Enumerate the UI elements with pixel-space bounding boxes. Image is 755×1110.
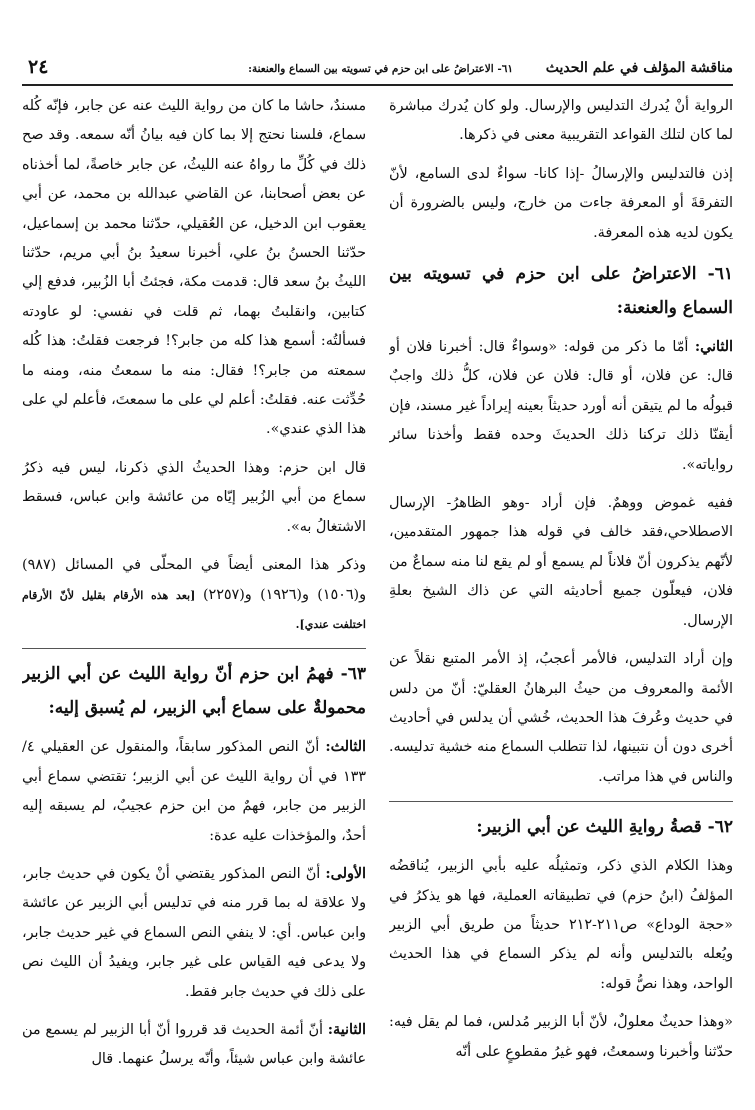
- paragraph: وإن أراد التدليس، فالأمر أعجبُ، إذ الأمر المتبع نقلاً عن الأئمة والمعروف من حيثُ البرهانُ العقليّ: أنّ من دلس في حديث وعُرفَ هذا الحديث، خُشي أن يدلس في أحاديث أخرى دون أن نتبينها، لذا تتطلب السماع منه خشية تدليسه. والناس في هذا مراتب.: [389, 651, 733, 785]
- paragraph: الرواية أنْ يُدرك التدليس والإرسال. ولو كان يُدرك مباشرة لما كان لتلك القواعد التقريبية معنى في ذكرها.: [389, 98, 733, 144]
- header-section-title: ٦١- الاعتراضُ على ابن حزم في تسويته بين السماع والعنعنة:: [248, 63, 513, 75]
- paragraph-text: أنّ النص المذكور سابقاً، والمنقول عن العقيلي ٤/ ١٣٣ في أن رواية الليث عن أبي الزبير؛ تقتضي سماع أبي الزبير من جابر، فهمٌ من ابن حزم عجيبٌ، لم يسبقه إليه أحدٌ، والمؤخذات عليه عدة:: [22, 739, 366, 844]
- running-header: [22, 58, 733, 86]
- paragraph: مسندٌ، حاشا ما كان من رواية الليث عنه عن جابر، فإنّه كُله سماع، فلسنا نحتج إلا بما كان فيه بيانُ أنّه سمعه. وقد صح ذلك في كُلِّ ما رواهُ عنه الليثُ، عن جابر خاصةً، لما أخذناه عن بعض أصحابنا، عن القاضي عبدالله بن محمد، عن أبي يعقوب ابن الدخيل، عن العُقيلي، حدّثنا محمد بن إسماعيل، حدّثنا الحسنُ بنُ علي، أخبرنا سعيدُ بنُ أبي مريم، حدّثنا الليثُ بنُ سعد قال: قدمت مكة، فجئتُ أبا الزُبير، فدفع إلي كتابين، وانقلبتُ بهما، ثم قلت في نفسي: لو عاودته فسألتُه: أسمع هذا كله من جابر؟! فرجعت فقلتُ: هذا كُله سمعته من جابر؟! فقال: منه ما سمعتُ منه، ومنه ما حُدِّثت عنه. فقلتُ: أعلم لي على ما سمعتَ، فأعلم لي على هذا الذي عندي».: [22, 98, 366, 438]
- section-divider: [22, 648, 366, 649]
- paragraph: وهذا الكلام الذي ذكر، وتمثيلُه عليه بأبي الزبير، يُناقضُه المؤلفُ (ابنُ حزم) في تطبيقاته العملية، فها هو يذكرُ في «حجة الوداع» ص٢١١-٢١٢ حديثاً من طريق أبي الزبير ويُعله بالتدليس وأنه لم يذكر السماع في هذا الحديث الواحد، وهذا نصُّ قوله:: [389, 858, 733, 992]
- point-label: الثاني:: [694, 339, 733, 356]
- section-heading-61: ٦١- الاعتراضُ على ابن حزم في تسويته بين السماع والعنعنة:: [389, 264, 733, 319]
- paragraph: إذن فالتدليس والإرسالُ -إذا كانا- سواءٌ لدى السامع، لأنّ التفرقةَ أو المعرفة جاءت من خارج، وليس بالضرورة أن يكون لديه هذه المعرفة.: [389, 165, 733, 241]
- point-label: الثانية:: [327, 1021, 366, 1038]
- section-heading-62: ٦٢- قصةُ روايةِ الليث عن أبي الزبير:: [476, 817, 733, 838]
- left-column: [22, 92, 366, 1090]
- section-heading-63: ٦٣- فهمُ ابن حزم أنّ رواية الليث عن أبي الزبير محمولةٌ على سماع أبي الزبير، لم يُسبق إليه:: [22, 664, 366, 719]
- header-book-title: مناقشة المؤلف في علم الحديث: [545, 60, 733, 76]
- paragraph-text: أمّا ما ذكر من قوله: «وسواءٌ قال: أخبرنا فلان أو قال: عن فلان، أو قال: فلان عن فلان، كلُّ ذلك واجبٌ قبولُه ما لم يتيقن أنه أورد حديثاً بعينه إيراداً غير مسند، فإن أيقنّا ذلك تركنا ذلك الحديثَ وحده فقط وأخذنا سائر رواياته».: [389, 339, 733, 473]
- paragraph-text: أنّ النص المذكور يقتضي أنْ يكون في حديث جابر، ولا علاقة له بما قرر منه في تدليس أبي الزبير عن عائشة وابن عباس. أي: لا ينفي النص السماع في غير حديث جابر، ولا يدعى فيه القياس على غير جابر، ويفيدُ أن الليث نص على ذلك في حديث جابر فقط.: [22, 865, 366, 1000]
- paragraph: قال ابن حزم: وهذا الحديثُ الذي ذكرنا، ليس فيه ذكرُ سماع من أبي الزُبير إيّاه من عائشة وابن عباس، فسقط الاشتغالُ به».: [22, 459, 366, 535]
- paragraph: [22, 1016, 366, 1075]
- point-label: الأولى:: [325, 865, 366, 882]
- paragraph: [22, 860, 366, 1007]
- paragraph: [389, 333, 733, 480]
- paragraph: «وهذا حديثٌ معلولٌ، لأنّ أبا الزبير مُدلس، فما لم يقل فيه: حدّثنا وأخبرنا وسمعتُ، فهو غيرُ مقطوعٍ على أنّه: [389, 1014, 733, 1060]
- editor-note: [بعد هذه الأرقام بقليل لأنّ الأرقام اختلفت عندي].: [22, 588, 366, 631]
- paragraph-text: أنّ أئمة الحديث قد قرروا أنّ أبا الزبير لم يسمع من عائشة وابن عباس شيئاً، وأنّه يرسلُ عنهما. قال: [22, 1021, 366, 1068]
- right-column: [389, 92, 733, 1090]
- paragraph: [22, 733, 366, 851]
- paragraph: [22, 551, 366, 639]
- point-label: الثالث:: [325, 739, 366, 756]
- section-divider: [389, 801, 733, 802]
- page-number: ٢٤: [28, 56, 49, 78]
- paragraph-text: وذكر هذا المعنى أيضاً في المحلّى في المسائل (٩٨٧) و(١٥٠٦) و(١٩٢٦) و(٢٢٥٧): [22, 557, 366, 603]
- paragraph: ففيه غموض ووهمٌ. فإن أراد -وهو الظاهرُ- الإرسال الاصطلاحي،فقد خالف في قوله هذا جمهور المتقدمين، لأنّهم يذكرون أنّ فلاناً لم يسمع أو لم يقع لنا منه سماعٌ من فلان، فيعلّون جميع أحاديثه التي عن ذاك الشيخ بعلةِ الإرسال.: [389, 495, 733, 629]
